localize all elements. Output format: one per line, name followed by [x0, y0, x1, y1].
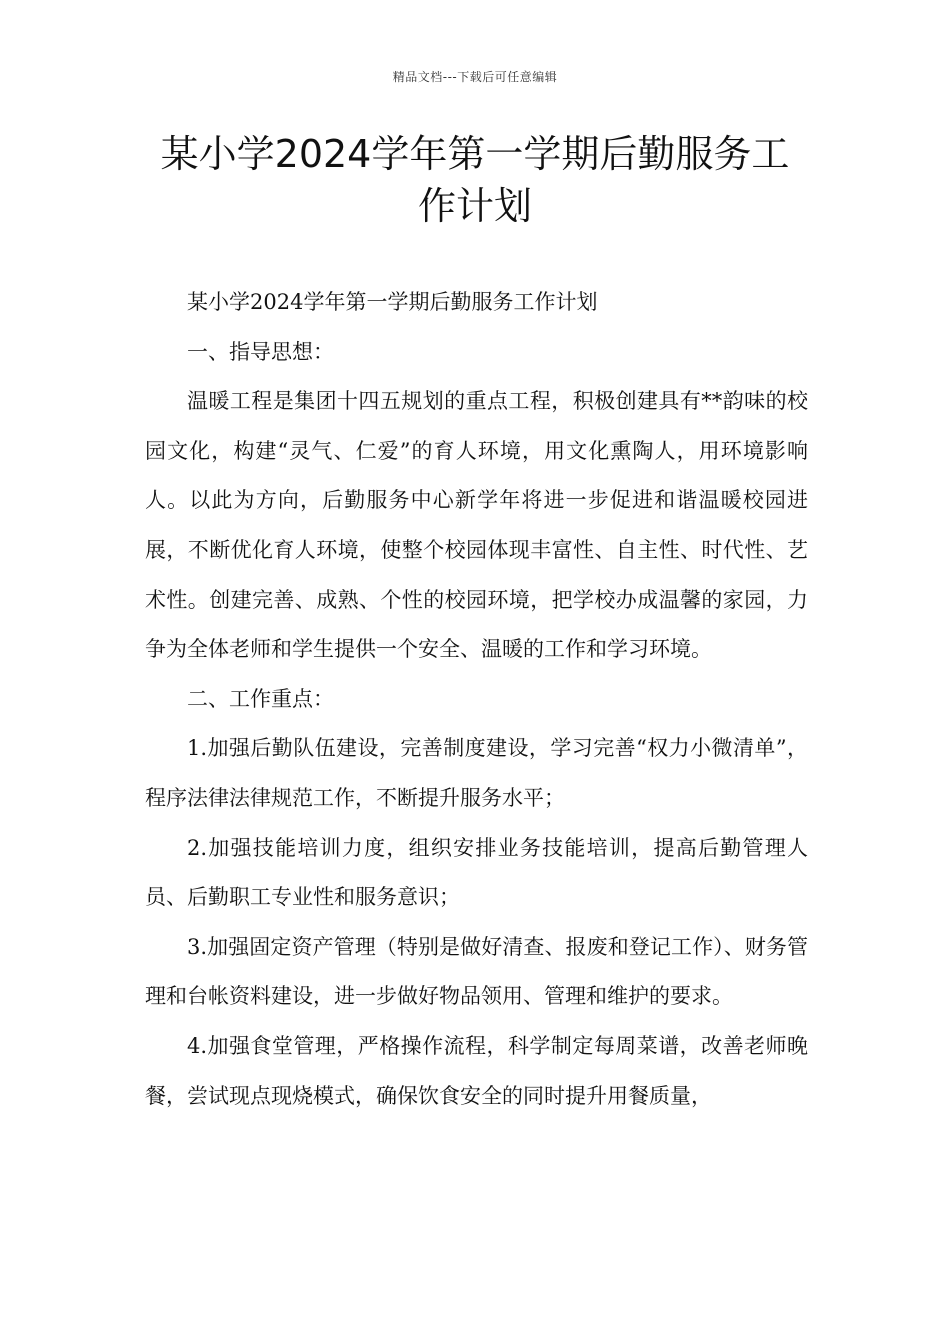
header-note: 精品文档---下载后可任意编辑: [392, 70, 558, 84]
section-heading-work-focus: 二、工作重点：: [187, 686, 334, 711]
paragraph-guiding-thought: 温暖工程是集团十四五规划的重点工程，积极创建具有**韵味的校园文化，构建“灵气、仁爱”的育人环境，用文化熏陶人，用环境影响人。以此为方向，后勤服务中心新学年将进一步促进和谐温暖校园进展，不断优化育人环境，使整个校园体现丰富性、自主性、时代性、艺术性。创建完善、成熟、个性的校园环境，把学校办成温馨的家园，力争为全体老师和学生提供一个安全、温暖的工作和学习环境。: [145, 389, 808, 662]
paragraph-item-2: 2.加强技能培训力度，组织安排业务技能培训，提高后勤管理人员、后勤职工专业性和服务意识；: [145, 835, 808, 910]
paragraph-item-3: 3.加强固定资产管理（特别是做好清查、报废和登记工作）、财务管理和台帐资料建设，进一步做好物品领用、管理和维护的要求。: [145, 934, 808, 1009]
paragraph-subtitle: 某小学2024学年第一学期后勤服务工作计划: [187, 290, 598, 314]
document-body: [145, 278, 808, 1121]
paragraph-item-4: 4.加强食堂管理，严格操作流程，科学制定每周菜谱，改善老师晚餐，尝试现点现烧模式，确保饮食安全的同时提升用餐质量，: [145, 1033, 808, 1108]
paragraph-item-1: 1.加强后勤队伍建设，完善制度建设，学习完善“权力小微清单”，程序法律法律规范工作，不断提升服务水平；: [145, 736, 808, 810]
section-heading-guiding-thought: 一、指导思想：: [187, 339, 334, 364]
document-title: 某小学2024学年第一学期后勤服务工作计划: [160, 132, 790, 228]
